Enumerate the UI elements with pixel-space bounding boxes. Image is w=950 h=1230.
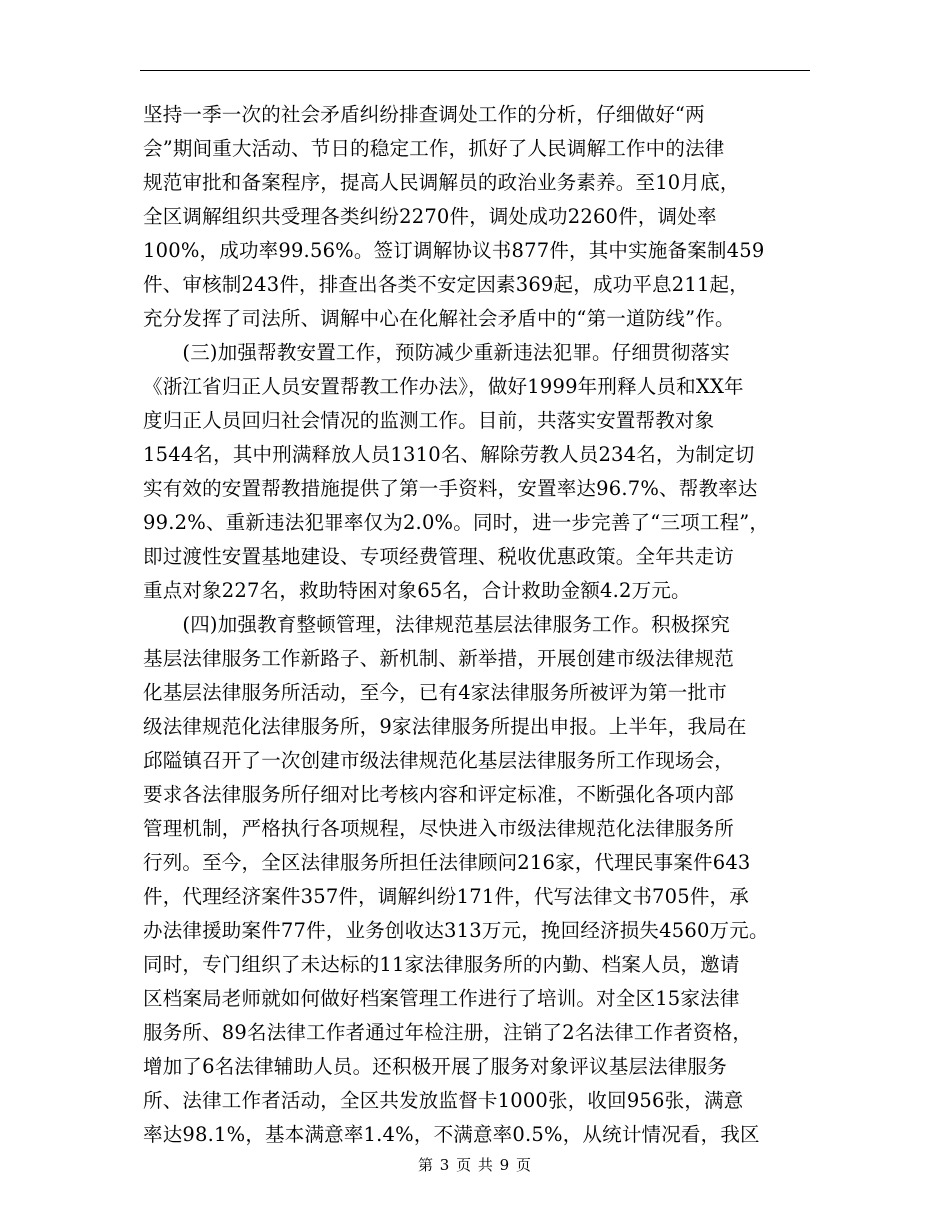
text-line: 管理机制，严格执行各项规程，尽快进入市级法律规范化法律服务所: [143, 817, 735, 840]
text-line: 件，代理经济案件357件，调解纠纷171件，代写法律文书705件，承: [143, 885, 749, 908]
text-line: 办法律援助案件77件，业务创收达313万元，挽回经济损失4560万元。: [143, 919, 769, 942]
text-line: 增加了6名法律辅助人员。还积极开展了服务对象评议基层法律服务: [143, 1055, 727, 1078]
text-line: 即过渡性安置基地建设、专项经费管理、税收优惠政策。全年共走访: [143, 545, 735, 568]
section-four-heading-line: (四)加强教育整顿管理，法律规范基层法律服务工作。积极探究: [143, 613, 730, 636]
text-line: 要求各法律服务所仔细对比考核内容和评定标准，不断强化各项内部: [143, 783, 735, 806]
text-line: 规范审批和备案程序，提高人民调解员的政治业务素养。至10月底，: [143, 171, 740, 194]
text-line: 充分发挥了司法所、调解中心在化解社会矛盾中的“第一道防线”作。: [143, 307, 735, 330]
text-line: 化基层法律服务所活动，至今，已有4家法律服务所被评为第一批市: [143, 681, 727, 704]
text-line: 全区调解组织共受理各类纠纷2270件，调处成功2260件，调处率: [143, 205, 717, 228]
text-line: 会”期间重大活动、节日的稳定工作，抓好了人民调解工作中的法律: [143, 137, 725, 160]
text-line: 所、法律工作者活动，全区共发放监督卡1000张，收回956张，满意: [143, 1089, 744, 1112]
text-line: 级法律规范化法律服务所，9家法律服务所提出申报。上半年，我局在: [143, 715, 747, 738]
text-line: 重点对象227名，救助特困对象65名，合计救助金额4.2万元。: [143, 579, 691, 602]
text-line: 行列。至今，全区法律服务所担任法律顾问216家，代理民事案件643: [143, 851, 751, 874]
text-line: 基层法律服务工作新路子、新机制、新举措，开展创建市级法律规范: [143, 647, 735, 670]
section-three-heading-line: (三)加强帮教安置工作，预防减少重新违法犯罪。仔细贯彻落实: [143, 341, 730, 364]
text-line: 区档案局老师就如何做好档案管理工作进行了培训。对全区15家法律: [143, 987, 740, 1010]
text-line: 度归正人员回归社会情况的监测工作。目前，共落实安置帮教对象: [143, 409, 715, 432]
text-line: 《浙江省归正人员安置帮教工作办法》，做好1999年刑释人员和XX年: [143, 375, 744, 398]
text-line: 服务所、89名法律工作者通过年检注册，注销了2名法律工作者资格，: [143, 1021, 753, 1044]
text-line: 同时，专门组织了未达标的11家法律服务所的内勤、档案人员，邀请: [143, 953, 740, 976]
text-line: 率达98.1%，基本满意率1.4%，不满意率0.5%，从统计情况看，我区: [143, 1123, 760, 1146]
text-line: 坚持一季一次的社会矛盾纠纷排查调处工作的分析，仔细做好“两: [143, 103, 705, 126]
page-number: 第 3 页 共 9 页: [418, 1156, 532, 1174]
text-line: 1544名，其中刑满释放人员1310名、解除劳教人员234名，为制定切: [143, 443, 755, 466]
text-line: 100%，成功率99.56%。签订调解协议书877件，其中实施备案制459: [143, 239, 765, 262]
text-line: 实有效的安置帮教措施提供了第一手资料，安置率达96.7%、帮教率达: [143, 477, 758, 500]
text-line: 99.2%、重新违法犯罪率仅为2.0%。同时，进一步完善了“三项工程”，: [143, 511, 770, 534]
header-rule: [140, 70, 810, 71]
text-line: 件、审核制243件，排查出各类不安定因素369起，成功平息211起，: [143, 273, 749, 296]
text-line: 邱隘镇召开了一次创建市级法律规范化基层法律服务所工作现场会，: [143, 749, 735, 772]
